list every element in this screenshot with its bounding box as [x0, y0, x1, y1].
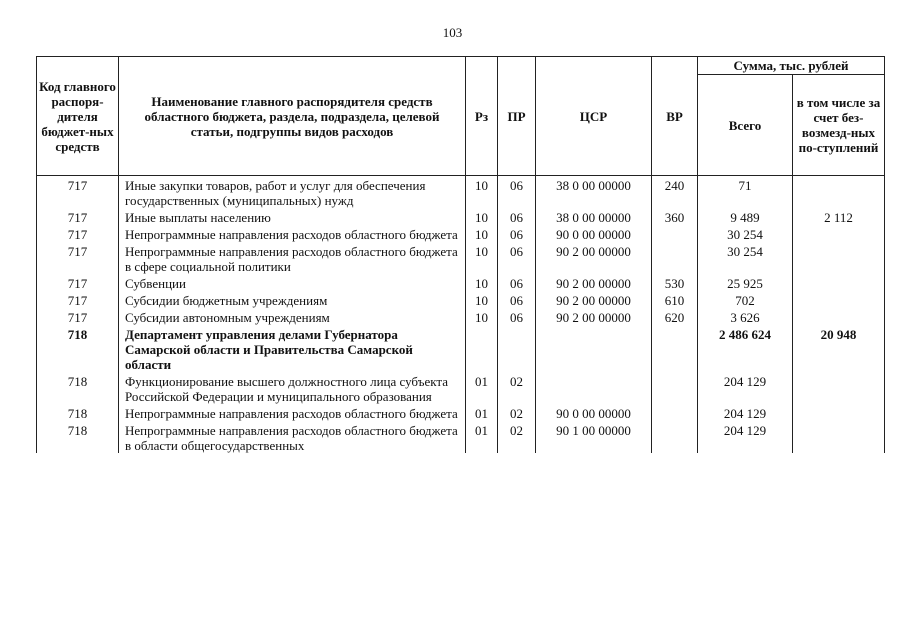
- cell-pr: 02: [498, 404, 536, 421]
- cell-name: Функционирование высшего должностного лица субъекта Российской Федерации и муниципального образования: [119, 372, 466, 404]
- cell-code: 717: [37, 242, 119, 274]
- table-row: [37, 421, 885, 453]
- cell-code: 718: [37, 421, 119, 453]
- cell-total: 25 925: [698, 274, 793, 291]
- table-body: [37, 176, 885, 454]
- cell-total: 30 254: [698, 225, 793, 242]
- cell-code: 717: [37, 274, 119, 291]
- cell-pr: 06: [498, 176, 536, 209]
- cell-code: 717: [37, 308, 119, 325]
- cell-pr: 02: [498, 421, 536, 453]
- cell-pr: 06: [498, 242, 536, 274]
- cell-rz: 01: [466, 421, 498, 453]
- cell-rz: 01: [466, 404, 498, 421]
- cell-code: 717: [37, 176, 119, 209]
- cell-vr: 240: [652, 176, 698, 209]
- cell-vr: [652, 325, 698, 372]
- cell-code: 718: [37, 372, 119, 404]
- header-total: Всего: [698, 75, 793, 176]
- cell-grants: [793, 274, 885, 291]
- cell-name: Департамент управления делами Губернатора Самарской области и Правительства Самарской области: [119, 325, 466, 372]
- cell-vr: [652, 242, 698, 274]
- cell-csr: 90 0 00 00000: [536, 225, 652, 242]
- cell-csr: 90 1 00 00000: [536, 421, 652, 453]
- cell-total: 204 129: [698, 421, 793, 453]
- cell-grants: [793, 176, 885, 209]
- header-rz: Рз: [466, 57, 498, 176]
- cell-total: 204 129: [698, 404, 793, 421]
- cell-pr: 06: [498, 291, 536, 308]
- cell-name: Субвенции: [119, 274, 466, 291]
- table-row: [37, 291, 885, 308]
- header-pr: ПР: [498, 57, 536, 176]
- cell-name: Субсидии автономным учреждениям: [119, 308, 466, 325]
- header-grants: в том числе за счет без-возмезд-ных по-ступлений: [793, 75, 885, 176]
- cell-total: 30 254: [698, 242, 793, 274]
- cell-name: Иные выплаты населению: [119, 208, 466, 225]
- cell-code: 717: [37, 225, 119, 242]
- cell-pr: 06: [498, 274, 536, 291]
- cell-pr: 06: [498, 208, 536, 225]
- cell-pr: 06: [498, 225, 536, 242]
- cell-vr: [652, 421, 698, 453]
- cell-vr: [652, 225, 698, 242]
- cell-rz: 10: [466, 225, 498, 242]
- table-row: [37, 308, 885, 325]
- budget-table: [36, 56, 885, 453]
- cell-rz: 10: [466, 176, 498, 209]
- cell-vr: [652, 404, 698, 421]
- cell-grants: [793, 404, 885, 421]
- cell-total: 2 486 624: [698, 325, 793, 372]
- cell-code: 718: [37, 404, 119, 421]
- header-csr: ЦСР: [536, 57, 652, 176]
- header-sum: Сумма, тыс. рублей: [698, 57, 885, 75]
- cell-rz: 10: [466, 242, 498, 274]
- cell-csr: [536, 372, 652, 404]
- cell-pr: [498, 325, 536, 372]
- cell-grants: 2 112: [793, 208, 885, 225]
- cell-vr: 530: [652, 274, 698, 291]
- cell-rz: [466, 325, 498, 372]
- cell-csr: 90 2 00 00000: [536, 308, 652, 325]
- cell-name: Непрограммные направления расходов областного бюджета: [119, 404, 466, 421]
- cell-code: 717: [37, 291, 119, 308]
- cell-csr: 90 0 00 00000: [536, 404, 652, 421]
- cell-grants: [793, 372, 885, 404]
- cell-rz: 10: [466, 208, 498, 225]
- table-row: [37, 225, 885, 242]
- cell-vr: 360: [652, 208, 698, 225]
- page-number: 103: [442, 25, 463, 40]
- cell-grants: [793, 421, 885, 453]
- table-row: [37, 176, 885, 209]
- cell-total: 204 129: [698, 372, 793, 404]
- header-name: Наименование главного распорядителя средств областного бюджета, раздела, подраздела, целевой статьи, подгруппы видов расходов: [119, 57, 466, 176]
- cell-vr: 610: [652, 291, 698, 308]
- cell-name: Субсидии бюджетным учреждениям: [119, 291, 466, 308]
- table-row: [37, 325, 885, 372]
- cell-total: 9 489: [698, 208, 793, 225]
- cell-total: 702: [698, 291, 793, 308]
- cell-vr: [652, 372, 698, 404]
- cell-code: 718: [37, 325, 119, 372]
- table-row: [37, 208, 885, 225]
- table-row: [37, 274, 885, 291]
- cell-vr: 620: [652, 308, 698, 325]
- cell-pr: 02: [498, 372, 536, 404]
- cell-code: 717: [37, 208, 119, 225]
- table-header: [37, 57, 885, 176]
- cell-grants: [793, 242, 885, 274]
- cell-pr: 06: [498, 308, 536, 325]
- cell-rz: 10: [466, 308, 498, 325]
- cell-csr: [536, 325, 652, 372]
- cell-name: Иные закупки товаров, работ и услуг для обеспечения государственных (муниципальных) нужд: [119, 176, 466, 209]
- cell-rz: 10: [466, 274, 498, 291]
- cell-total: 3 626: [698, 308, 793, 325]
- header-vr: ВР: [652, 57, 698, 176]
- cell-name: Непрограммные направления расходов областного бюджета в сфере социальной политики: [119, 242, 466, 274]
- cell-name: Непрограммные направления расходов областного бюджета: [119, 225, 466, 242]
- cell-rz: 01: [466, 372, 498, 404]
- cell-name: Непрограммные направления расходов областного бюджета в области общегосударственных: [119, 421, 466, 453]
- cell-csr: 90 2 00 00000: [536, 274, 652, 291]
- cell-total: 71: [698, 176, 793, 209]
- cell-csr: 90 2 00 00000: [536, 291, 652, 308]
- cell-grants: 20 948: [793, 325, 885, 372]
- cell-grants: [793, 225, 885, 242]
- cell-csr: 38 0 00 00000: [536, 208, 652, 225]
- header-code: Код главного распоря-дителя бюджет-ных средств: [37, 57, 119, 176]
- cell-grants: [793, 308, 885, 325]
- table-row: [37, 242, 885, 274]
- cell-grants: [793, 291, 885, 308]
- table-row: [37, 372, 885, 404]
- cell-csr: 90 2 00 00000: [536, 242, 652, 274]
- table-row: [37, 404, 885, 421]
- cell-csr: 38 0 00 00000: [536, 176, 652, 209]
- cell-rz: 10: [466, 291, 498, 308]
